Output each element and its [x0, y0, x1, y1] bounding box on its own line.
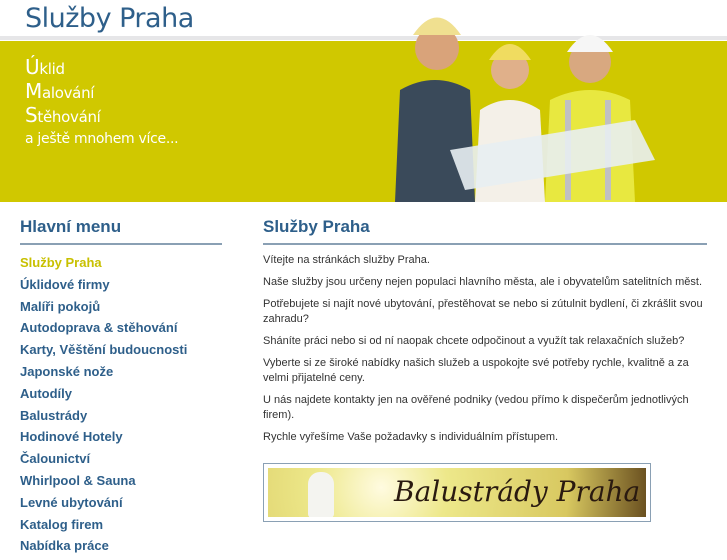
paragraph: Naše služby jsou určeny nejen populaci hlavního města, ale i obyvatelům satelitních měst.	[263, 276, 703, 288]
ad-text: Balustrády Praha	[394, 475, 641, 508]
menu-item[interactable]: Autodoprava & stěhování	[20, 320, 178, 336]
menu-item[interactable]: Balustrády	[20, 407, 88, 423]
menu-item[interactable]: Japonské nože	[20, 363, 114, 379]
menu-item[interactable]: Whirlpool & Sauna	[20, 472, 136, 488]
site-logo[interactable]: Služby Praha	[25, 3, 194, 34]
paragraph: U nás najdete kontakty jen na ověřené podniky (vedou přímo k dispečerům jednotlivých firem).	[263, 394, 689, 421]
sidebar-title: Hlavní menu	[20, 217, 222, 245]
menu-item[interactable]: Katalog firem	[20, 516, 104, 532]
statue-icon	[308, 472, 334, 517]
balustrady-banner-ad[interactable]	[263, 463, 651, 522]
workers-photo	[385, 0, 685, 202]
menu-item[interactable]: Nabídka práce	[20, 538, 109, 554]
slogan-line: Stěhování	[25, 103, 101, 127]
page-title: Služby Praha	[263, 217, 707, 245]
paragraph: Rychle vyřešíme Vaše požadavky s individuálním přístupem.	[263, 431, 559, 443]
slogan-tagline: a ještě mnohem více...	[25, 131, 179, 147]
menu-item[interactable]: Služby Praha	[20, 255, 102, 270]
paragraph: Sháníte práci nebo si od ní naopak chcete odpočinout a využít tak relaxačních služeb?	[263, 335, 685, 347]
slogan-line: Úklid	[25, 55, 65, 79]
menu-item[interactable]: Malíři pokojů	[20, 298, 101, 314]
main-menu	[20, 255, 222, 560]
menu-item[interactable]: Autodíly	[20, 385, 72, 401]
menu-item[interactable]: Čalounictví	[20, 451, 91, 467]
menu-item[interactable]: Úklidové firmy	[20, 276, 110, 292]
sidebar	[20, 217, 222, 560]
main-content	[263, 217, 707, 452]
menu-item[interactable]: Karty, Věštění budoucnosti	[20, 342, 188, 358]
menu-item[interactable]: Levné ubytování	[20, 494, 123, 510]
menu-item[interactable]: Hodinové Hotely	[20, 429, 123, 445]
paragraph: Potřebujete si najít nové ubytování, přestěhovat se nebo si zútulnit bydlení, či zkrášlit svou zahradu?	[263, 298, 703, 325]
paragraph: Vyberte si ze široké nabídky našich služeb a uspokojte své potřeby rychle, kvalitně a za velmi přijatelné ceny.	[263, 357, 689, 384]
slogan-line: Malování	[25, 79, 95, 103]
paragraph: Vítejte na stránkách služby Praha.	[263, 254, 430, 266]
